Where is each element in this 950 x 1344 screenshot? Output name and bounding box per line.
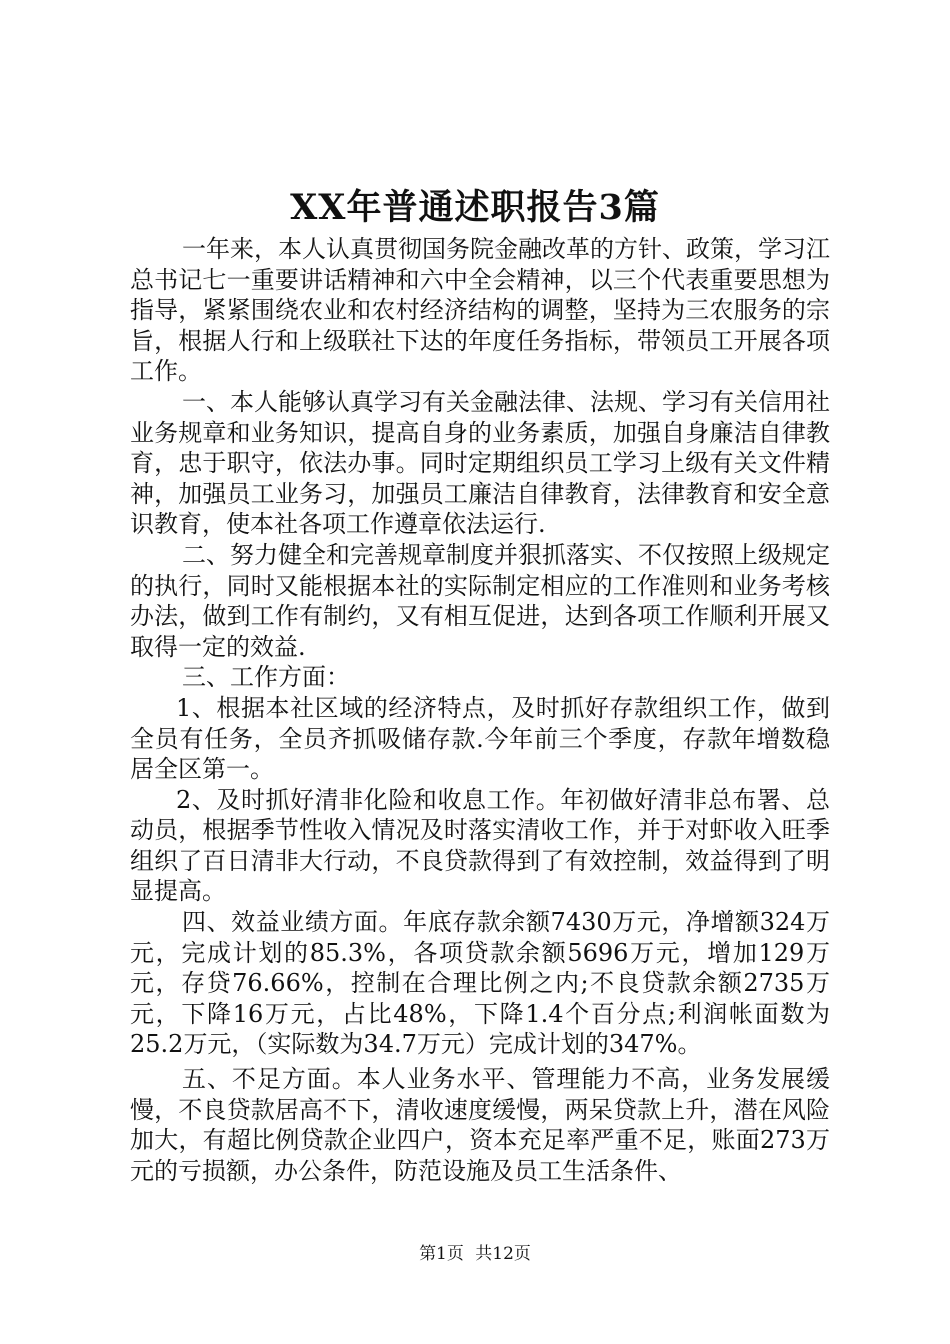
page-footer [0,1243,950,1265]
paragraph-item-2: 2、及时抓好清非化险和收息工作。年初做好清非总布署、总动员，根据季节性收入情况及时落实清收工作，并于对虾收入旺季组织了百日清非大行动，不良贷款得到了有效控制，效益得到了明显提高。 [130,785,830,906]
paragraph-section-3-heading: 三、工作方面： [182,663,350,692]
paragraph-section-2: 二、努力健全和完善规章制度并狠抓落实、不仅按照上级规定的执行，同时又能根据本社的实际制定相应的工作准则和业务考核办法，做到工作有制约，又有相互促进，达到各项工作顺利开展又取得一定的效益. [130,540,830,661]
paragraph-section-4: 四、效益业绩方面。年底存款余额7430万元，净增额324万元，完成计划的85.3%，各项贷款余额5696万元，增加129万元，存贷76.66%，控制在合理比例之内;不良贷款余额2735万元，下降16万元，占比48%，下降1.4个百分点;利润帐面数为25.2万元，（实际数为34.7万元）完成计划的347%。 [130,908,830,1059]
document-title: XX年普通述职报告3篇 [290,187,660,228]
paragraph-section-5: 五、不足方面。本人业务水平、管理能力不高，业务发展缓慢，不良贷款居高不下，清收速度缓慢，两呆贷款上升，潜在风险加大，有超比例贷款企业四户，资本充足率严重不足，账面273万元的亏损额，办公条件，防范设施及员工生活条件、 [130,1065,830,1185]
page-total: 共12页 [475,1244,531,1264]
paragraph-section-1: 一、本人能够认真学习有关金融法律、法规、学习有关信用社业务规章和业务知识，提高自身的业务素质，加强自身廉洁自律教育，忠于职守，依法办事。同时定期组织员工学习上级有关文件精神，加强员工业务习，加强员工廉洁自律教育，法律教育和安全意识教育，使本社各项工作遵章依法运行. [130,387,830,539]
paragraph-intro: 一年来，本人认真贯彻国务院金融改革的方针、政策，学习江总书记七一重要讲话精神和六中全会精神，以三个代表重要思想为指导，紧紧围绕农业和农村经济结构的调整，坚持为三农服务的宗旨，根据人行和上级联社下达的年度任务指标，带领员工开展各项工作。 [130,235,830,386]
paragraph-item-1: 1、根据本社区域的经济特点，及时抓好存款组织工作，做到全员有任务，全员齐抓吸储存款.今年前三个季度，存款年增数稳居全区第一。 [130,693,830,784]
page-number: 第1页 [419,1244,464,1264]
document-body [130,234,830,1186]
